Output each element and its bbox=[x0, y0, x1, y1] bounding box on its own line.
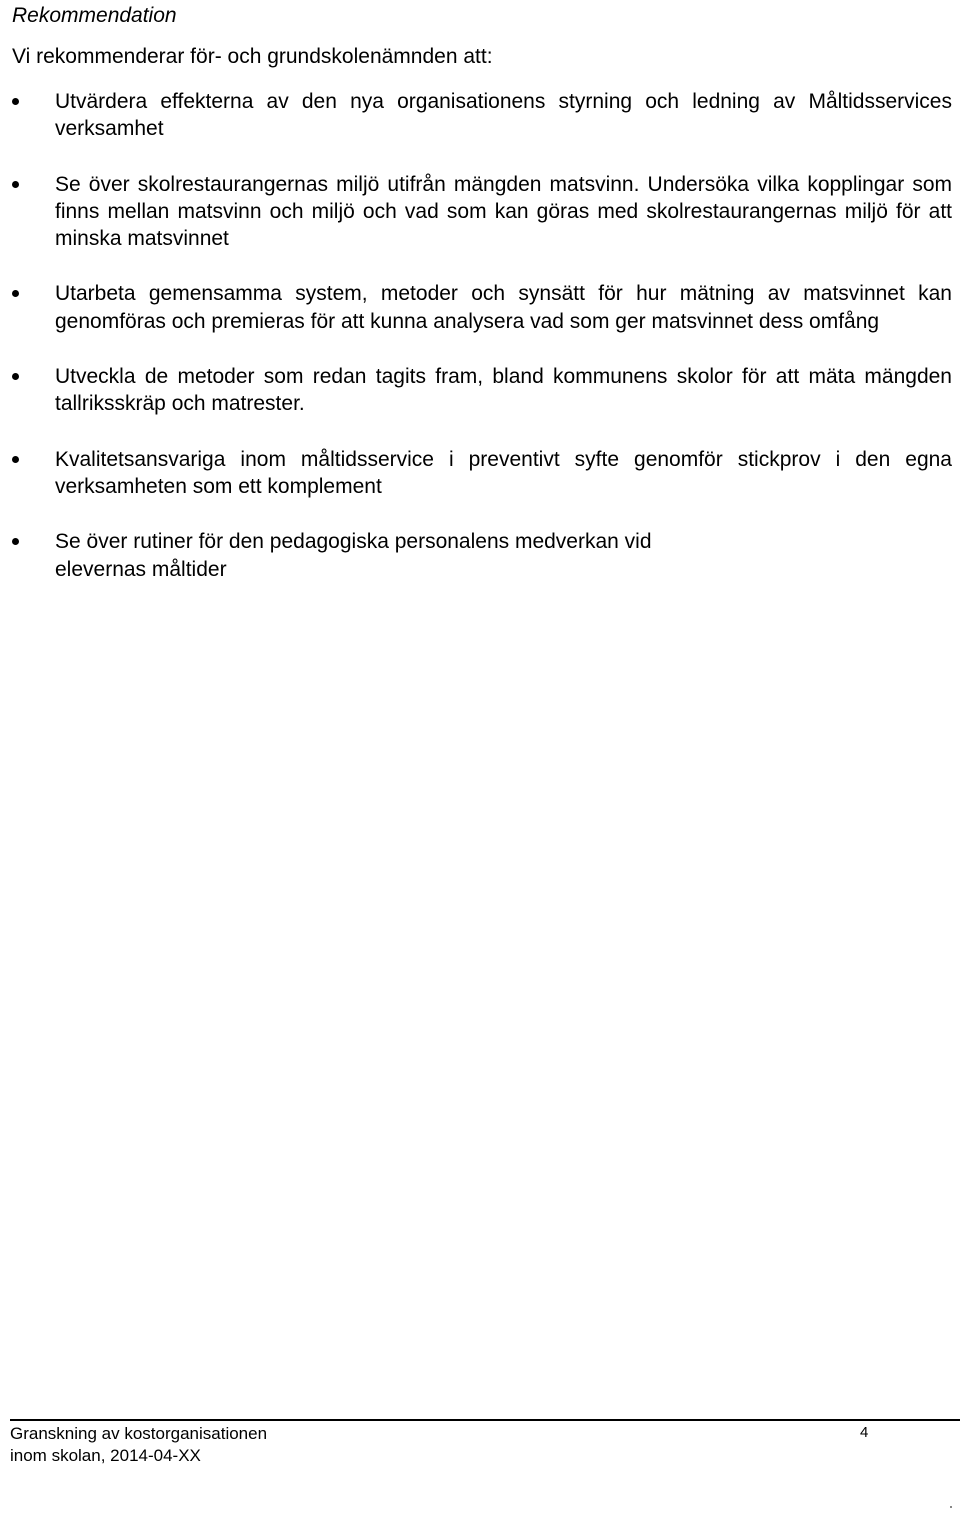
recommendation-text: Se över rutiner för den pedagogiska personalens medverkan vid elevernas måltider bbox=[55, 530, 652, 581]
footer-divider bbox=[10, 1419, 960, 1421]
footer-line-2: inom skolan, 2014-04-XX bbox=[10, 1446, 201, 1465]
bullet-icon bbox=[12, 290, 19, 297]
recommendation-list bbox=[0, 88, 960, 611]
bullet-icon bbox=[12, 538, 19, 545]
recommendation-text: Se över skolrestaurangernas miljö utifrån mängden matsvinn. Undersöka vilka kopplingar som finns mellan matsvinn och miljö och vad som kan göras med skolrestaurangernas miljö för att minska matsvinnet bbox=[55, 172, 952, 251]
recommendation-text: Utvärdera effekterna av den nya organisationens styrning och ledning av Måltidsservices verksamhet bbox=[55, 90, 952, 141]
list-item bbox=[0, 363, 960, 418]
list-item bbox=[0, 528, 960, 583]
bullet-icon bbox=[12, 98, 19, 105]
list-item bbox=[0, 171, 960, 253]
bullet-icon bbox=[12, 373, 19, 380]
corner-mark bbox=[950, 1506, 952, 1508]
bullet-icon bbox=[12, 456, 19, 463]
footer-caption bbox=[10, 1423, 267, 1467]
recommendation-text: Kvalitetsansvariga inom måltidsservice i preventivt syfte genomför stickprov i den egna verksamheten som ett komplement bbox=[55, 447, 952, 498]
footer-line-1: Granskning av kostorganisationen bbox=[10, 1424, 268, 1443]
page-number: 4 bbox=[860, 1424, 869, 1441]
section-heading: Rekommendation bbox=[12, 4, 177, 27]
intro-text: Vi rekommenderar för- och grundskolenämnden att: bbox=[12, 45, 493, 68]
bullet-icon bbox=[12, 181, 19, 188]
recommendation-text: Utveckla de metoder som redan tagits fram, bland kommunens skolor för att mäta mängden tallriksskräp och matrester. bbox=[55, 365, 952, 416]
list-item bbox=[0, 88, 960, 143]
list-item bbox=[0, 280, 960, 335]
recommendation-text: Utarbeta gemensamma system, metoder och synsätt för hur mätning av matsvinnet kan genomföras och premieras för att kunna analysera vad som ger matsvinnet dess omfång bbox=[55, 282, 952, 333]
list-item bbox=[0, 446, 960, 501]
